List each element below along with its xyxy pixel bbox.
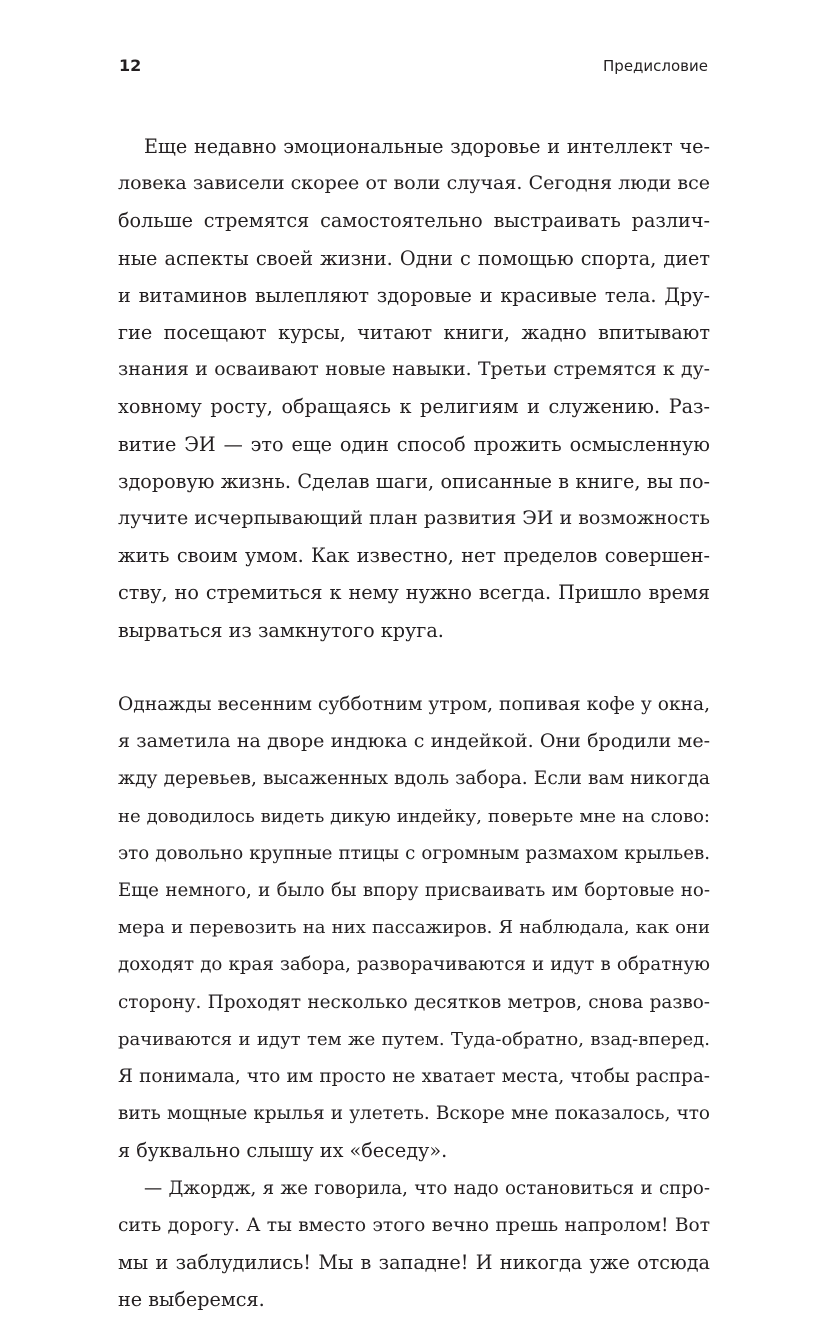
- text-line: лучите исчерпывающий план развития ЭИ и возможность: [118, 507, 710, 530]
- running-head: Предисловие: [603, 57, 708, 75]
- paragraph: [118, 128, 710, 649]
- paragraph: [118, 1170, 710, 1318]
- text-line: рачиваются и идут тем же путем. Туда-обратно, взад-вперед.: [118, 1028, 710, 1050]
- text-line: я буквально слышу их «беседу».: [118, 1139, 448, 1163]
- text-line: мы и заблудились! Мы в западне! И никогда уже отсюда: [118, 1251, 710, 1275]
- text-line: доходят до края забора, разворачиваются и идут в обратную: [118, 954, 710, 976]
- text-line: не доводилось видеть дикую индейку, поверьте мне на слово:: [118, 805, 710, 827]
- text-line: я заметила на дворе индюка с индейкой. Они бродили ме-: [118, 730, 710, 753]
- page-number: 12: [119, 56, 142, 75]
- text-line: сить дорогу. А ты вместо этого вечно прешь напролом! Вот: [118, 1214, 710, 1236]
- text-line: не выберемся.: [118, 1288, 265, 1312]
- text-line: витие ЭИ — это еще один способ прожить осмысленную: [118, 432, 710, 456]
- text-line: ные аспекты своей жизни. Одни с помощью спорта, диет: [118, 246, 710, 270]
- text-line: вить мощные крылья и улететь. Вскоре мне показалось, что: [118, 1103, 710, 1125]
- text-line: ховному росту, обращаясь к религиям и служению. Раз-: [118, 395, 710, 419]
- text-line: жду деревьев, высаженных вдоль забора. Если вам никогда: [118, 768, 710, 790]
- text-line: вырваться из замкнутого круга.: [118, 618, 444, 642]
- text-line: ловека зависели скорее от воли случая. Сегодня люди все: [118, 172, 710, 195]
- section-break: [118, 649, 710, 686]
- text-line: гие посещают курсы, читают книги, жадно впитывают: [118, 321, 710, 345]
- text-line: Я понимала, что им просто не хватает места, чтобы распра-: [118, 1066, 710, 1088]
- text-line: и витаминов вылепляют здоровые и красивые тела. Дру-: [118, 283, 710, 307]
- text-line: сторону. Проходят несколько десятков метров, снова разво-: [118, 991, 710, 1013]
- text-line: Однажды весенним субботним утром, попивая кофе у окна,: [118, 694, 710, 716]
- text-line: ству, но стремиться к нему нужно всегда. Пришло время: [118, 581, 710, 605]
- text-line: жить своим умом. Как известно, нет пределов совершен-: [118, 544, 710, 568]
- paragraph: [118, 686, 710, 1170]
- text-line: — Джордж, я же говорила, что надо остановиться и спро-: [144, 1177, 710, 1199]
- text-line: здоровую жизнь. Сделав шаги, описанные в книге, вы по-: [118, 469, 710, 493]
- text-line: это довольно крупные птицы с огромным размахом крыльев.: [118, 842, 710, 864]
- text-line: знания и осваивают новые навыки. Третьи стремятся к ду-: [118, 359, 710, 381]
- text-line: мера и перевозить на них пассажиров. Я наблюдала, как они: [118, 917, 710, 939]
- text-line: Еще недавно эмоциональные здоровье и интеллект че-: [144, 135, 710, 158]
- text-line: Еще немного, и было бы впору присваивать им бортовые но-: [118, 880, 710, 902]
- text-line: больше стремятся самостоятельно выстраивать различ-: [118, 209, 710, 233]
- body-text: [118, 128, 710, 1318]
